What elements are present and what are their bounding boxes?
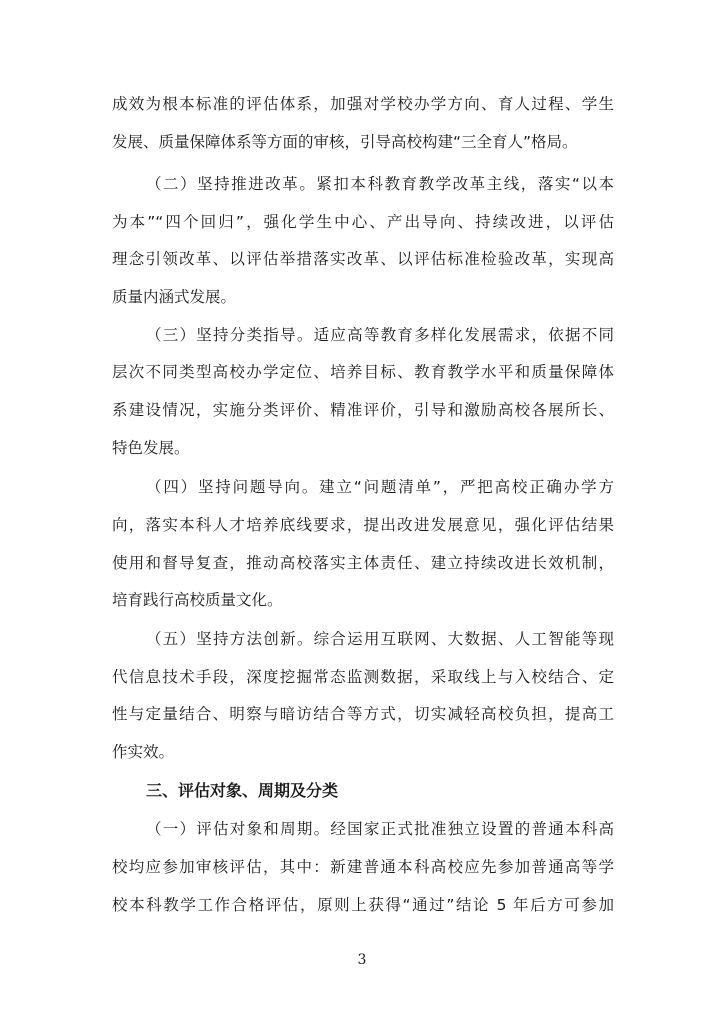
text-line: 向，落实本科人才培养底线要求，提出改进发展意见，强化评估结果 xyxy=(112,516,614,534)
text-line: 系建设情况，实施分类评价、精准评价，引导和激励高校各展所长、 xyxy=(112,401,614,419)
text-line: 为本”“四个回归”，强化学生中心、产出导向、持续改进，以评估 xyxy=(112,213,614,231)
text-line: （二）坚持推进改革。紧扣本科教育教学改革主线，落实“以本 xyxy=(146,175,614,193)
text-line: 质量内涵式发展。 xyxy=(112,288,237,306)
text-line: （五）坚持方法创新。综合运用互联网、大数据、人工智能等现 xyxy=(146,630,614,648)
text-line: 成效为根本标准的评估体系，加强对学校办学方向、育人过程、学生 xyxy=(112,95,614,113)
page-number: 3 xyxy=(357,952,367,968)
text-line: 发展、质量保障体系等方面的审核，引导高校构建“三全育人”格局。 xyxy=(112,133,578,151)
text-line: 性与定量结合、明察与暗访结合等方式，切实减轻高校负担，提高工 xyxy=(112,705,614,723)
text-line: 校本科教学工作合格评估，原则上获得“通过”结论 5 年后方可参加 xyxy=(112,896,614,914)
text-line: （一）评估对象和周期。经国家正式批准独立设置的普通本科高 xyxy=(146,820,614,838)
text-line: （三）坚持分类指导。适应高等教育多样化发展需求，依据不同 xyxy=(146,326,614,344)
text-line: 层次不同类型高校办学定位、培养目标、教育教学水平和质量保障体 xyxy=(112,363,614,381)
text-line: 代信息技术手段，深度挖掘常态监测数据，采取线上与入校结合、定 xyxy=(112,668,614,686)
text-line: 使用和督导复查，推动高校落实主体责任、建立持续改进长效机制， xyxy=(112,554,614,572)
section-heading: 三、评估对象、周期及分类 xyxy=(146,781,339,800)
text-line: 理念引领改革、以评估举措落实改革、以评估标准检验改革，实现高 xyxy=(112,250,614,268)
text-line: 特色发展。 xyxy=(112,439,190,457)
text-line: （四）坚持问题导向。建立“问题清单”，严把高校正确办学方 xyxy=(146,478,614,496)
text-line: 校均应参加审核评估，其中：新建普通本科高校应先参加普通高等学 xyxy=(112,858,614,876)
text-line: 培育践行高校质量文化。 xyxy=(112,591,283,609)
text-line: 作实效。 xyxy=(112,743,175,761)
